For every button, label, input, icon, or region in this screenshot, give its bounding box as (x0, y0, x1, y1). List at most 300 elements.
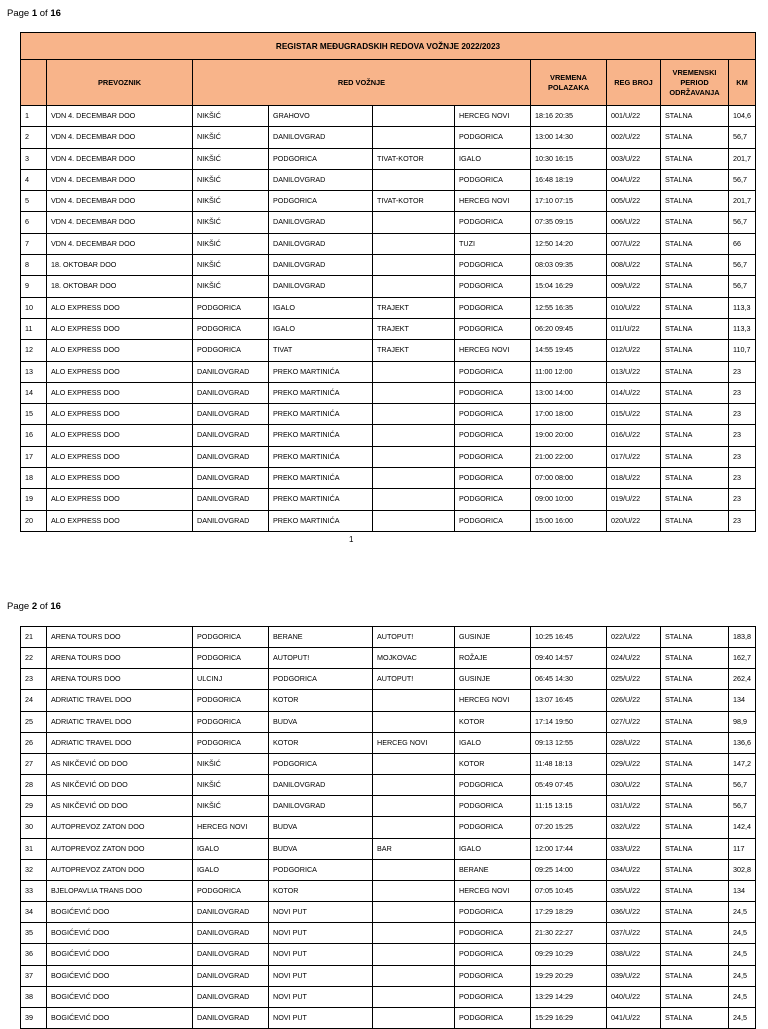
table-row (21, 255, 756, 276)
cell-period: STALNA (661, 944, 729, 965)
cell-carrier: ADRIATIC TRAVEL DOO (47, 690, 193, 711)
cell-km: 113,3 (729, 318, 756, 339)
cell-departure-times: 18:16 20:35 (531, 106, 607, 127)
cell-via-2 (373, 255, 455, 276)
cell-row-number: 27 (21, 753, 47, 774)
header-vremena-polazaka: VREMENA POLAZAKA (531, 60, 607, 106)
cell-departure-times: 10:30 16:15 (531, 148, 607, 169)
cell-km: 56,7 (729, 169, 756, 190)
cell-period: STALNA (661, 775, 729, 796)
cell-km: 262,4 (729, 669, 756, 690)
cell-origin: HERCEG NOVI (193, 817, 269, 838)
cell-row-number: 5 (21, 191, 47, 212)
cell-period: STALNA (661, 468, 729, 489)
cell-via-1: DANILOVGRAD (269, 796, 373, 817)
cell-km: 201,7 (729, 191, 756, 212)
cell-carrier: ADRIATIC TRAVEL DOO (47, 711, 193, 732)
cell-carrier: VDN 4. DECEMBAR DOO (47, 212, 193, 233)
cell-km: 23 (729, 425, 756, 446)
cell-row-number: 23 (21, 669, 47, 690)
cell-period: STALNA (661, 880, 729, 901)
cell-period: STALNA (661, 318, 729, 339)
cell-km: 147,2 (729, 753, 756, 774)
cell-period: STALNA (661, 127, 729, 148)
cell-reg-number: 015/U/22 (607, 404, 661, 425)
cell-via-2: TRAJEKT (373, 340, 455, 361)
cell-km: 24,5 (729, 923, 756, 944)
table-row (21, 446, 756, 467)
cell-carrier: ALO EXPRESS DOO (47, 510, 193, 531)
cell-row-number: 34 (21, 902, 47, 923)
cell-via-2 (373, 425, 455, 446)
cell-period: STALNA (661, 859, 729, 880)
cell-reg-number: 024/U/22 (607, 648, 661, 669)
cell-carrier: ALO EXPRESS DOO (47, 318, 193, 339)
cell-carrier: ALO EXPRESS DOO (47, 361, 193, 382)
cell-carrier: AS NIKČEVIĆ OD DOO (47, 775, 193, 796)
cell-origin: NIKŠIĆ (193, 753, 269, 774)
cell-period: STALNA (661, 446, 729, 467)
cell-origin: PODGORICA (193, 711, 269, 732)
cell-reg-number: 031/U/22 (607, 796, 661, 817)
cell-via-1: PODGORICA (269, 669, 373, 690)
cell-reg-number: 018/U/22 (607, 468, 661, 489)
cell-origin: DANILOVGRAD (193, 446, 269, 467)
cell-destination: PODGORICA (455, 510, 531, 531)
cell-departure-times: 11:15 13:15 (531, 796, 607, 817)
table-row (21, 425, 756, 446)
cell-row-number: 15 (21, 404, 47, 425)
table-row (21, 690, 756, 711)
table-row (21, 753, 756, 774)
page-2-label: Page 2 of 16 (7, 601, 61, 612)
cell-carrier: BOGIĆEVIĆ DOO (47, 986, 193, 1007)
table-row (21, 944, 756, 965)
table-row (21, 669, 756, 690)
cell-origin: DANILOVGRAD (193, 944, 269, 965)
table-row (21, 838, 756, 859)
cell-reg-number: 006/U/22 (607, 212, 661, 233)
cell-departure-times: 15:29 16:29 (531, 1007, 607, 1028)
cell-departure-times: 17:00 18:00 (531, 404, 607, 425)
cell-origin: DANILOVGRAD (193, 361, 269, 382)
cell-via-2 (373, 775, 455, 796)
cell-carrier: AUTOPREVOZ ZATON DOO (47, 838, 193, 859)
table-row (21, 212, 756, 233)
cell-km: 23 (729, 510, 756, 531)
table-row (21, 106, 756, 127)
cell-km: 162,7 (729, 648, 756, 669)
cell-departure-times: 17:10 07:15 (531, 191, 607, 212)
cell-via-1: AUTOPUT! (269, 648, 373, 669)
cell-km: 24,5 (729, 944, 756, 965)
cell-origin: PODGORICA (193, 690, 269, 711)
cell-departure-times: 15:00 16:00 (531, 510, 607, 531)
cell-destination: PODGORICA (455, 318, 531, 339)
cell-period: STALNA (661, 690, 729, 711)
cell-period: STALNA (661, 233, 729, 254)
cell-via-1: IGALO (269, 297, 373, 318)
cell-km: 23 (729, 404, 756, 425)
cell-via-1: DANILOVGRAD (269, 127, 373, 148)
cell-reg-number: 020/U/22 (607, 510, 661, 531)
cell-row-number: 22 (21, 648, 47, 669)
cell-reg-number: 030/U/22 (607, 775, 661, 796)
cell-period: STALNA (661, 732, 729, 753)
cell-carrier: 18. OKTOBAR DOO (47, 255, 193, 276)
cell-departure-times: 06:20 09:45 (531, 318, 607, 339)
table-row (21, 510, 756, 531)
cell-via-1: BERANE (269, 627, 373, 648)
cell-row-number: 12 (21, 340, 47, 361)
cell-carrier: AS NIKČEVIĆ OD DOO (47, 796, 193, 817)
cell-via-1: KOTOR (269, 880, 373, 901)
table-row (21, 817, 756, 838)
cell-via-1: PODGORICA (269, 859, 373, 880)
cell-origin: PODGORICA (193, 340, 269, 361)
cell-via-2 (373, 169, 455, 190)
cell-via-1: PREKO MARTINIĆA (269, 510, 373, 531)
cell-reg-number: 032/U/22 (607, 817, 661, 838)
cell-departure-times: 06:45 14:30 (531, 669, 607, 690)
cell-carrier: ALO EXPRESS DOO (47, 489, 193, 510)
cell-via-1: NOVI PUT (269, 902, 373, 923)
cell-km: 98,9 (729, 711, 756, 732)
cell-period: STALNA (661, 404, 729, 425)
cell-period: STALNA (661, 1007, 729, 1028)
cell-via-2 (373, 446, 455, 467)
table-row (21, 923, 756, 944)
cell-km: 56,7 (729, 255, 756, 276)
table-row (21, 191, 756, 212)
cell-via-2: AUTOPUT! (373, 669, 455, 690)
cell-km: 56,7 (729, 775, 756, 796)
cell-destination: PODGORICA (455, 276, 531, 297)
cell-row-number: 14 (21, 382, 47, 403)
cell-carrier: AUTOPREVOZ ZATON DOO (47, 859, 193, 880)
cell-departure-times: 09:13 12:55 (531, 732, 607, 753)
cell-reg-number: 010/U/22 (607, 297, 661, 318)
cell-period: STALNA (661, 648, 729, 669)
table-row (21, 775, 756, 796)
cell-carrier: ALO EXPRESS DOO (47, 446, 193, 467)
cell-period: STALNA (661, 425, 729, 446)
cell-carrier: VDN 4. DECEMBAR DOO (47, 148, 193, 169)
cell-km: 113,3 (729, 297, 756, 318)
table-row (21, 965, 756, 986)
cell-origin: NIKŠIĆ (193, 127, 269, 148)
cell-carrier: BOGIĆEVIĆ DOO (47, 965, 193, 986)
cell-via-2 (373, 382, 455, 403)
cell-carrier: ALO EXPRESS DOO (47, 382, 193, 403)
cell-origin: DANILOVGRAD (193, 510, 269, 531)
cell-carrier: BOGIĆEVIĆ DOO (47, 1007, 193, 1028)
cell-carrier: ARENA TOURS DOO (47, 627, 193, 648)
cell-reg-number: 040/U/22 (607, 986, 661, 1007)
cell-via-2 (373, 859, 455, 880)
table-row (21, 340, 756, 361)
cell-origin: DANILOVGRAD (193, 382, 269, 403)
cell-reg-number: 026/U/22 (607, 690, 661, 711)
cell-origin: PODGORICA (193, 648, 269, 669)
cell-departure-times: 19:29 20:29 (531, 965, 607, 986)
cell-departure-times: 09:40 14:57 (531, 648, 607, 669)
cell-period: STALNA (661, 106, 729, 127)
cell-period: STALNA (661, 212, 729, 233)
cell-via-1: DANILOVGRAD (269, 255, 373, 276)
table-row (21, 361, 756, 382)
cell-reg-number: 019/U/22 (607, 489, 661, 510)
cell-row-number: 2 (21, 127, 47, 148)
cell-via-2 (373, 510, 455, 531)
cell-via-1: IGALO (269, 318, 373, 339)
cell-km: 23 (729, 361, 756, 382)
cell-destination: ROŽAJE (455, 648, 531, 669)
cell-via-1: PREKO MARTINIĆA (269, 382, 373, 403)
cell-via-1: DANILOVGRAD (269, 233, 373, 254)
cell-origin: NIKŠIĆ (193, 233, 269, 254)
cell-destination: HERCEG NOVI (455, 340, 531, 361)
cell-via-2: TIVAT-KOTOR (373, 148, 455, 169)
cell-row-number: 39 (21, 1007, 47, 1028)
cell-origin: NIKŠIĆ (193, 775, 269, 796)
cell-departure-times: 08:03 09:35 (531, 255, 607, 276)
cell-period: STALNA (661, 753, 729, 774)
cell-reg-number: 039/U/22 (607, 965, 661, 986)
cell-period: STALNA (661, 923, 729, 944)
cell-reg-number: 033/U/22 (607, 838, 661, 859)
cell-reg-number: 007/U/22 (607, 233, 661, 254)
cell-row-number: 20 (21, 510, 47, 531)
cell-via-1: NOVI PUT (269, 986, 373, 1007)
cell-via-1: DANILOVGRAD (269, 169, 373, 190)
table-row (21, 1007, 756, 1028)
header-vremenski-period: VREMENSKI PERIOD ODRŽAVANJA (661, 60, 729, 106)
cell-period: STALNA (661, 297, 729, 318)
cell-via-1: PODGORICA (269, 191, 373, 212)
cell-row-number: 10 (21, 297, 47, 318)
cell-destination: TUZI (455, 233, 531, 254)
cell-origin: NIKŠIĆ (193, 106, 269, 127)
cell-row-number: 9 (21, 276, 47, 297)
table-row (21, 986, 756, 1007)
cell-via-1: PREKO MARTINIĆA (269, 361, 373, 382)
cell-origin: DANILOVGRAD (193, 986, 269, 1007)
cell-departure-times: 13:29 14:29 (531, 986, 607, 1007)
cell-reg-number: 009/U/22 (607, 276, 661, 297)
cell-carrier: VDN 4. DECEMBAR DOO (47, 169, 193, 190)
cell-row-number: 21 (21, 627, 47, 648)
cell-destination: HERCEG NOVI (455, 880, 531, 901)
cell-departure-times: 09:25 14:00 (531, 859, 607, 880)
cell-km: 142,4 (729, 817, 756, 838)
cell-origin: PODGORICA (193, 880, 269, 901)
cell-reg-number: 036/U/22 (607, 902, 661, 923)
cell-row-number: 26 (21, 732, 47, 753)
cell-destination: PODGORICA (455, 361, 531, 382)
cell-carrier: VDN 4. DECEMBAR DOO (47, 191, 193, 212)
cell-departure-times: 07:05 10:45 (531, 880, 607, 901)
cell-destination: PODGORICA (455, 986, 531, 1007)
cell-row-number: 30 (21, 817, 47, 838)
cell-row-number: 19 (21, 489, 47, 510)
cell-period: STALNA (661, 986, 729, 1007)
table-row (21, 318, 756, 339)
cell-reg-number: 017/U/22 (607, 446, 661, 467)
cell-carrier: ARENA TOURS DOO (47, 648, 193, 669)
cell-via-2: TIVAT-KOTOR (373, 191, 455, 212)
cell-via-2: TRAJEKT (373, 318, 455, 339)
cell-row-number: 18 (21, 468, 47, 489)
cell-period: STALNA (661, 838, 729, 859)
cell-origin: NIKŠIĆ (193, 276, 269, 297)
cell-destination: PODGORICA (455, 446, 531, 467)
cell-row-number: 7 (21, 233, 47, 254)
cell-via-1: NOVI PUT (269, 944, 373, 965)
cell-period: STALNA (661, 148, 729, 169)
header-reg-broj: REG BROJ (607, 60, 661, 106)
cell-origin: DANILOVGRAD (193, 468, 269, 489)
cell-origin: DANILOVGRAD (193, 404, 269, 425)
cell-destination: PODGORICA (455, 965, 531, 986)
table-row (21, 468, 756, 489)
cell-origin: PODGORICA (193, 732, 269, 753)
cell-origin: DANILOVGRAD (193, 1007, 269, 1028)
cell-row-number: 4 (21, 169, 47, 190)
cell-via-1: KOTOR (269, 690, 373, 711)
cell-via-2 (373, 1007, 455, 1028)
cell-reg-number: 012/U/22 (607, 340, 661, 361)
cell-km: 23 (729, 468, 756, 489)
cell-via-2: BAR (373, 838, 455, 859)
cell-carrier: BJELOPAVLIA TRANS DOO (47, 880, 193, 901)
cell-destination: GUSINJE (455, 669, 531, 690)
cell-carrier: 18. OKTOBAR DOO (47, 276, 193, 297)
cell-destination: HERCEG NOVI (455, 191, 531, 212)
cell-departure-times: 16:48 18:19 (531, 169, 607, 190)
cell-via-1: PODGORICA (269, 148, 373, 169)
cell-destination: PODGORICA (455, 923, 531, 944)
cell-period: STALNA (661, 191, 729, 212)
cell-destination: KOTOR (455, 753, 531, 774)
cell-reg-number: 035/U/22 (607, 880, 661, 901)
cell-carrier: ADRIATIC TRAVEL DOO (47, 732, 193, 753)
cell-row-number: 24 (21, 690, 47, 711)
cell-row-number: 3 (21, 148, 47, 169)
table-row (21, 404, 756, 425)
page-1-label: Page 1 of 16 (7, 8, 61, 19)
cell-carrier: ARENA TOURS DOO (47, 669, 193, 690)
cell-reg-number: 025/U/22 (607, 669, 661, 690)
table-row (21, 859, 756, 880)
cell-origin: NIKŠIĆ (193, 212, 269, 233)
table-row (21, 902, 756, 923)
cell-via-1: BUDVA (269, 817, 373, 838)
cell-period: STALNA (661, 255, 729, 276)
cell-km: 117 (729, 838, 756, 859)
cell-departure-times: 12:00 17:44 (531, 838, 607, 859)
cell-departure-times: 07:35 09:15 (531, 212, 607, 233)
cell-destination: KOTOR (455, 711, 531, 732)
cell-via-2 (373, 817, 455, 838)
cell-row-number: 6 (21, 212, 47, 233)
cell-km: 56,7 (729, 796, 756, 817)
cell-row-number: 13 (21, 361, 47, 382)
cell-via-2 (373, 106, 455, 127)
cell-destination: BERANE (455, 859, 531, 880)
cell-reg-number: 004/U/22 (607, 169, 661, 190)
cell-destination: PODGORICA (455, 404, 531, 425)
cell-via-2 (373, 965, 455, 986)
cell-reg-number: 014/U/22 (607, 382, 661, 403)
cell-period: STALNA (661, 361, 729, 382)
table-row (21, 711, 756, 732)
cell-destination: PODGORICA (455, 489, 531, 510)
cell-reg-number: 011/U/22 (607, 318, 661, 339)
cell-reg-number: 003/U/22 (607, 148, 661, 169)
cell-carrier: VDN 4. DECEMBAR DOO (47, 106, 193, 127)
cell-via-2: MOJKOVAC (373, 648, 455, 669)
cell-reg-number: 016/U/22 (607, 425, 661, 446)
cell-departure-times: 09:29 10:29 (531, 944, 607, 965)
cell-km: 56,7 (729, 212, 756, 233)
table-row (21, 169, 756, 190)
cell-row-number: 31 (21, 838, 47, 859)
cell-carrier: AS NIKČEVIĆ OD DOO (47, 753, 193, 774)
cell-via-2 (373, 404, 455, 425)
table-row (21, 276, 756, 297)
cell-km: 104,6 (729, 106, 756, 127)
cell-departure-times: 09:00 10:00 (531, 489, 607, 510)
cell-via-1: NOVI PUT (269, 923, 373, 944)
cell-destination: PODGORICA (455, 775, 531, 796)
cell-via-2 (373, 690, 455, 711)
cell-destination: PODGORICA (455, 468, 531, 489)
cell-destination: HERCEG NOVI (455, 106, 531, 127)
cell-destination: PODGORICA (455, 944, 531, 965)
cell-departure-times: 17:14 19:50 (531, 711, 607, 732)
table-row (21, 382, 756, 403)
cell-via-2: HERCEG NOVI (373, 732, 455, 753)
cell-row-number: 35 (21, 923, 47, 944)
cell-departure-times: 07:00 08:00 (531, 468, 607, 489)
cell-origin: DANILOVGRAD (193, 489, 269, 510)
cell-row-number: 17 (21, 446, 47, 467)
page-2-rows (21, 627, 756, 1029)
table-row (21, 880, 756, 901)
cell-carrier: ALO EXPRESS DOO (47, 340, 193, 361)
cell-origin: DANILOVGRAD (193, 902, 269, 923)
cell-carrier: ALO EXPRESS DOO (47, 468, 193, 489)
cell-reg-number: 008/U/22 (607, 255, 661, 276)
header-red-voznje: RED VOŽNJE (193, 60, 531, 106)
cell-via-1: BUDVA (269, 838, 373, 859)
cell-via-2: AUTOPUT! (373, 627, 455, 648)
cell-origin: NIKŠIĆ (193, 255, 269, 276)
cell-destination: PODGORICA (455, 817, 531, 838)
cell-departure-times: 12:50 14:20 (531, 233, 607, 254)
cell-row-number: 25 (21, 711, 47, 732)
cell-reg-number: 001/U/22 (607, 106, 661, 127)
cell-carrier: BOGIĆEVIĆ DOO (47, 923, 193, 944)
cell-row-number: 29 (21, 796, 47, 817)
cell-km: 23 (729, 446, 756, 467)
cell-row-number: 1 (21, 106, 47, 127)
table-row (21, 796, 756, 817)
cell-via-2 (373, 711, 455, 732)
cell-origin: PODGORICA (193, 318, 269, 339)
cell-destination: PODGORICA (455, 796, 531, 817)
